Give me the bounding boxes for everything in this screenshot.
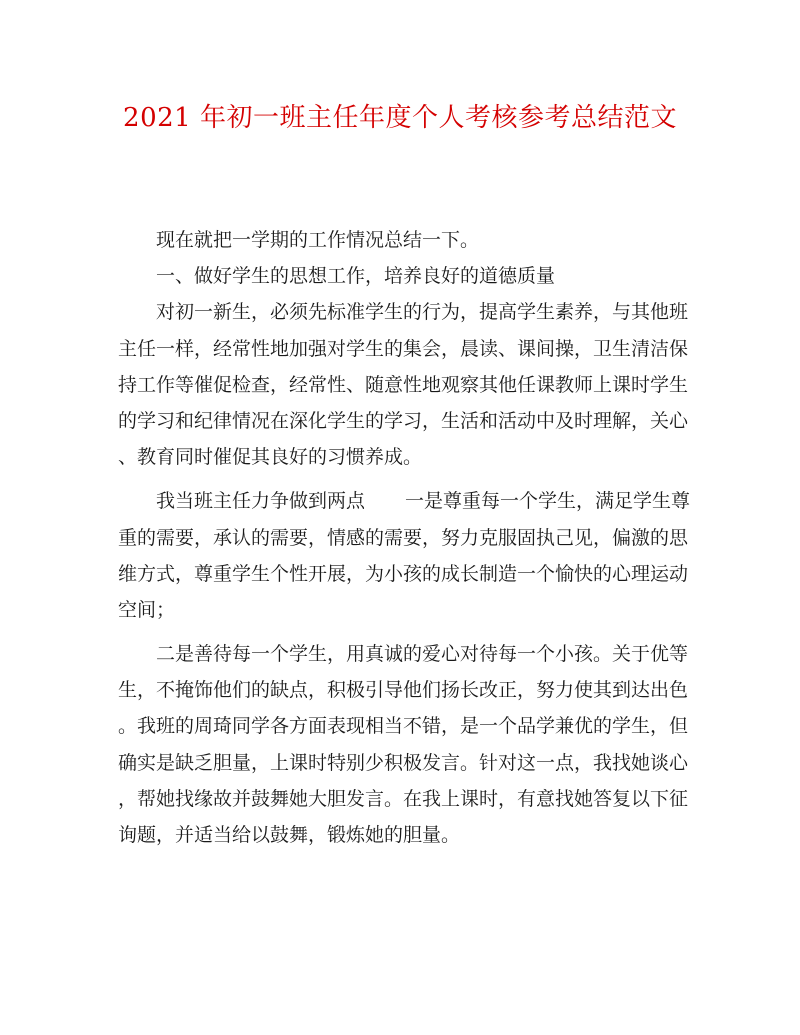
document-body: [118, 222, 690, 853]
document-title: 2021 年初一班主任年度个人考核参考总结范文: [123, 103, 677, 133]
paragraph-line: 。我班的周琦同学各方面表现相当不错，是一个品学兼优的学生，但: [118, 715, 689, 738]
paragraph-line: 二是善待每一个学生，用真诚的爱心对待每一个小孩。关于优等: [156, 643, 689, 666]
paragraph-line: 、教育同时催促其良好的习惯养成。: [118, 446, 423, 469]
paragraph-line: 维方式，尊重学生个性开展，为小孩的成长制造一个愉快的心理运动: [118, 562, 689, 585]
paragraph-line: [118, 483, 690, 519]
paragraph-line: 主任一样，经常性地加强对学生的集会，晨读、课间操，卫生清洁保: [118, 337, 689, 360]
paragraph-lead-tail: 一是尊重每一个学生，满足学生尊: [405, 490, 691, 513]
paragraph-line: 确实是缺乏胆量，上课时特别少积极发言。针对这一点，我找她谈心: [118, 751, 689, 774]
paragraph-line: ，帮她找缘故并鼓舞她大胆发言。在我上课时，有意找她答复以下征: [118, 787, 689, 810]
section-heading: 一、做好学生的思想工作，培养良好的道德质量: [156, 265, 556, 288]
paragraph-line: 的学习和纪律情况在深化学生的学习，生活和活动中及时理解，关心: [118, 409, 689, 432]
paragraph-line: 现在就把一学期的工作情况总结一下。: [156, 229, 480, 251]
paragraph-line: 生，不掩饰他们的缺点，积极引导他们扬长改正，努力使其到达出色: [118, 679, 689, 702]
paragraph-line: 持工作等催促检查，经常性、随意性地观察其他任课教师上课时学生: [118, 373, 689, 396]
paragraph-line: 询题，并适当给以鼓舞，锻炼她的胆量。: [118, 824, 461, 846]
paragraph-line: 空间；: [118, 598, 176, 621]
paragraph-line: 重的需要，承认的需要，情感的需要，努力克服固执己见，偏激的思: [118, 526, 689, 549]
paragraph-line: 对初一新生，必须先标准学生的行为，提高学生素养，与其他班: [156, 301, 689, 324]
paragraph-lead: 我当班主任力争做到两点: [156, 490, 366, 513]
